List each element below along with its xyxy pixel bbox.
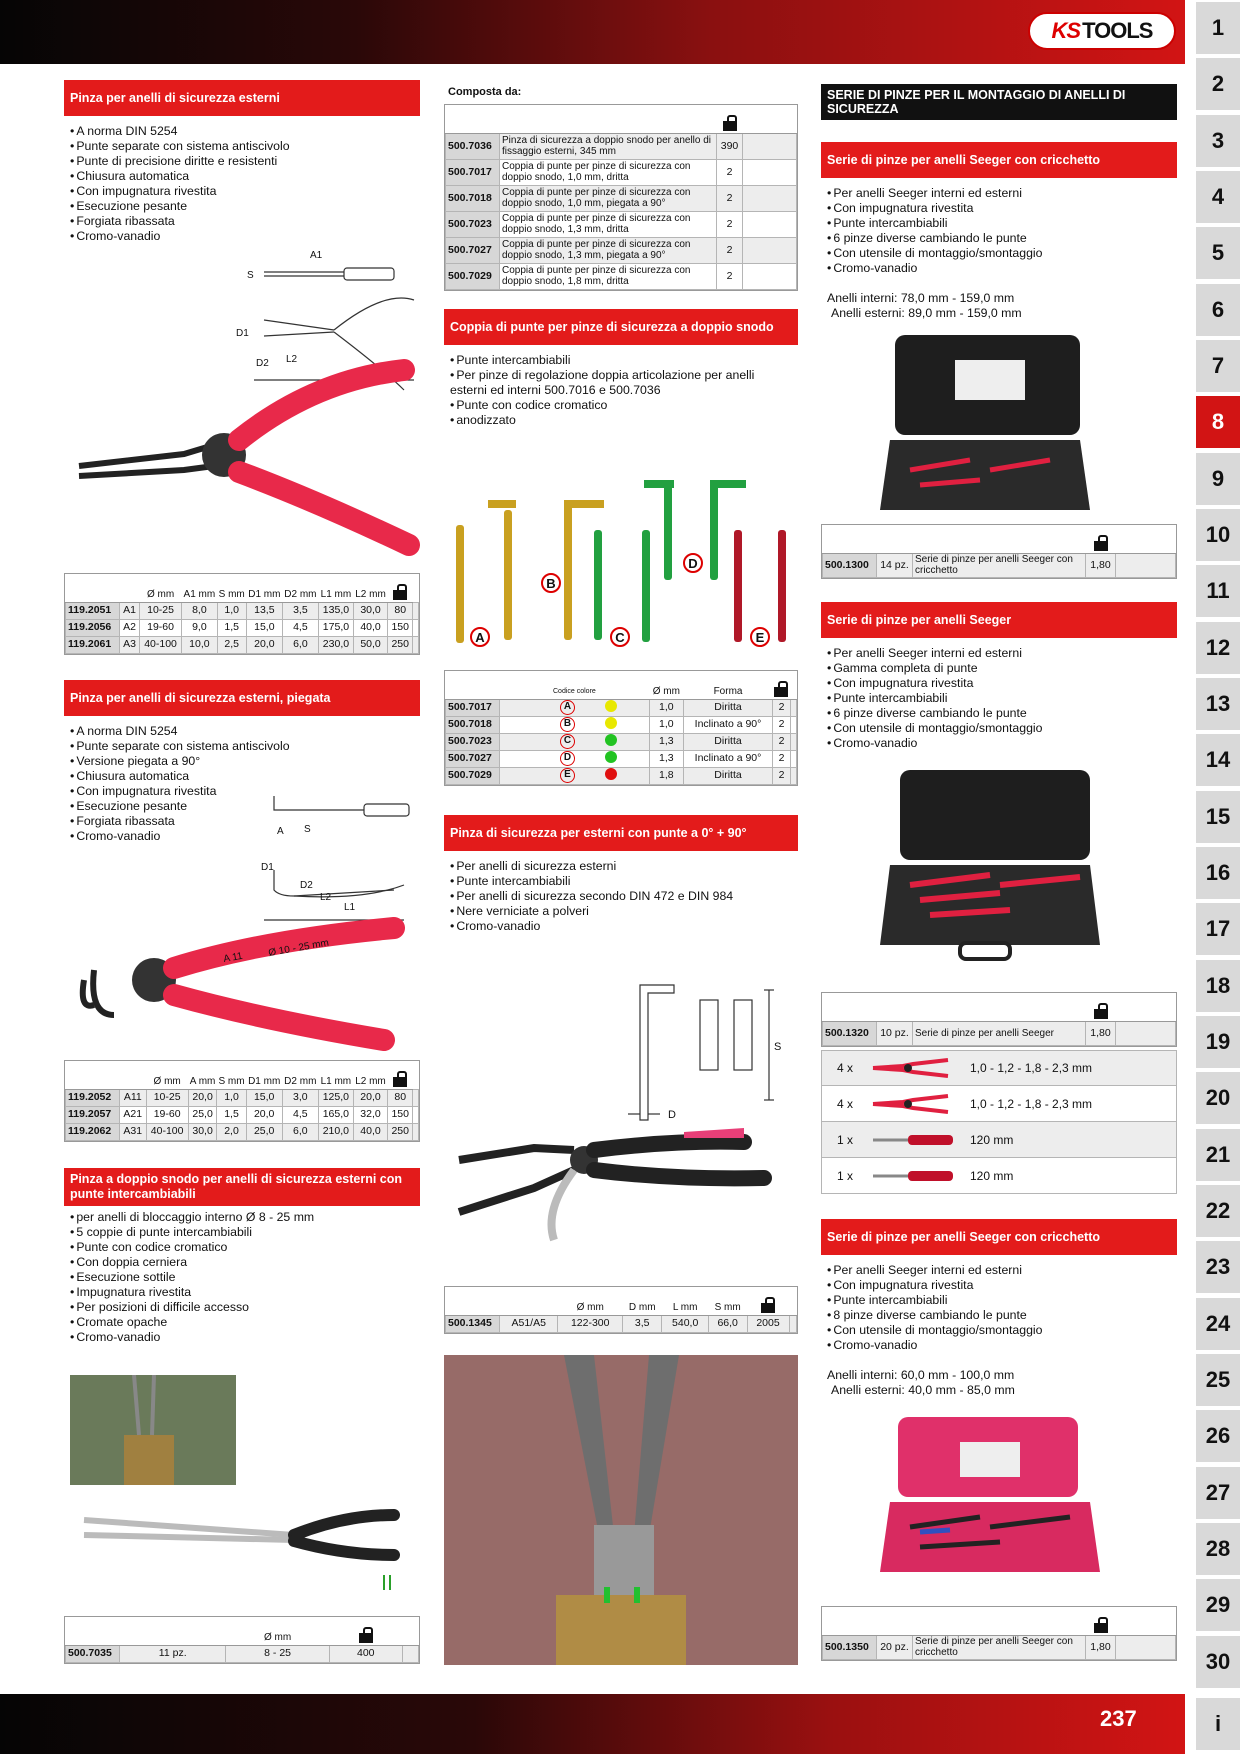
- feature-item: • Per anelli di sicurezza esterni: [450, 859, 792, 874]
- feature-item: • anodizzato: [450, 413, 792, 428]
- color-code-dot: [605, 700, 617, 712]
- chapter-tab-29[interactable]: 29: [1196, 1579, 1240, 1631]
- weight-icon: [723, 115, 737, 131]
- feature-item: • A norma DIN 5254: [70, 124, 414, 139]
- weight-icon: [393, 1071, 407, 1087]
- chapter-tab-1[interactable]: 1: [1196, 2, 1240, 54]
- feature-list: [64, 116, 420, 244]
- chapter-tab-20[interactable]: 20: [1196, 1072, 1240, 1124]
- screwdriver-icon: [868, 1164, 958, 1188]
- spec-table-119-2051: Ø mm A1 mm S mm D1 mm D2 mm L1 mm L2 mm 119.2051 A1 10-25 8,0 1,0 13,5 3,5 135,0 30,0 80 119.2056 A2 19-60 9,0 1,5 15,0 4,5 175,0 40,0 150 119.2061 A3 40-100 10,0 2,5 20,0 6,0 230,0 50,0 250: [64, 573, 420, 655]
- feature-item: • Cromo-vanadio: [70, 1330, 414, 1345]
- screwdriver-icon: [868, 1128, 958, 1152]
- chapter-tab-25[interactable]: 25: [1196, 1354, 1240, 1406]
- table-row: 500.7036 Pinza di sicurezza a doppio snodo per anello di fissaggio esterni, 345 mm 390: [446, 133, 797, 159]
- section-title: Pinza di sicurezza per esterni con punte a 0° + 90°: [444, 815, 798, 851]
- dim-d1: D1: [261, 862, 274, 873]
- contents-qty: 1 x: [836, 1168, 853, 1183]
- feature-item: • Cromo-vanadio: [827, 736, 1171, 751]
- chapter-tab-7[interactable]: 7: [1196, 340, 1240, 392]
- section-composition: [444, 84, 798, 291]
- section-title: Pinza per anelli di sicurezza esterni, piegata: [64, 680, 420, 716]
- section-title: Serie di pinze per anelli Seeger con cricchetto: [821, 142, 1177, 178]
- section-pliers-0-90: [444, 815, 798, 934]
- spec-table-500-1320: [821, 992, 1177, 1047]
- external-pliers-image: [64, 240, 420, 560]
- feature-item: • 6 pinze diverse cambiando le punte: [827, 706, 1171, 721]
- chapter-tab-16[interactable]: 16: [1196, 847, 1240, 899]
- feature-item: • Con utensile di montaggio/smontaggio: [827, 246, 1171, 261]
- color-code-dot: [605, 734, 617, 746]
- table-row: 119.2051 A1 10-25 8,0 1,0 13,5 3,5 135,0 30,0 80: [66, 602, 419, 619]
- chapter-tab-23[interactable]: 23: [1196, 1241, 1240, 1293]
- feature-item: • Forgiata ribassata: [70, 214, 414, 229]
- table-row: 500.7029 Coppia di punte per pinze di sicurezza con doppio snodo, 1,8 mm, dritta 2: [446, 263, 797, 289]
- dim-d: D: [668, 1109, 676, 1121]
- spec-table-500-1345: Ø mm D mm L mm S mm 500.1345 A51/A5 122-300 3,5 540,0 66,0 2005: [444, 1286, 798, 1334]
- feature-item: • Per anelli Seeger interni ed esterni: [827, 186, 1171, 201]
- section-title: Pinza per anelli di sicurezza esterni: [64, 80, 420, 116]
- table-row: 500.7017 Coppia di punte per pinze di sicurezza con doppio snodo, 1,0 mm, dritta 2: [446, 159, 797, 185]
- feature-item: • Per anelli Seeger interni ed esterni: [827, 1263, 1171, 1278]
- feature-item: • Con doppia cerniera: [70, 1255, 414, 1270]
- table-row: 119.2056 A2 19-60 9,0 1,5 15,0 4,5 175,0 40,0 150: [66, 619, 419, 636]
- dim-a: A: [277, 826, 284, 837]
- table-row: 119.2052 A11 10-25 20,0 1,0 15,0 3,0 125,0 20,0 80: [66, 1089, 419, 1106]
- dim-d2: D2: [256, 358, 269, 369]
- table-row: 500.1345 A51/A5 122-300 3,5 540,0 66,0 2005: [446, 1315, 797, 1332]
- pliers-in-use-photo: [444, 1355, 798, 1665]
- outer-range: Anelli esterni: 89,0 mm - 159,0 mm: [831, 306, 1022, 320]
- dim-l2: L2: [286, 354, 298, 365]
- table-row: 119.2062 A31 40-100 30,0 2,0 25,0 6,0 210,0 40,0 250: [66, 1123, 419, 1140]
- table-row: 500.1350 20 pz. Serie di pinze per anelli Seeger con cricchetto 1,80: [823, 1635, 1176, 1659]
- table-row: 500.7027 D 1,3 Inclinato a 90° 2: [446, 750, 797, 767]
- feature-item: • A norma DIN 5254: [70, 724, 414, 739]
- chapter-tab-2[interactable]: 2: [1196, 58, 1240, 110]
- feature-item: • Per anelli Seeger interni ed esterni: [827, 646, 1171, 661]
- feature-list: [64, 1206, 420, 1345]
- chapter-tab-27[interactable]: 27: [1196, 1467, 1240, 1519]
- feature-item: • Cromo-vanadio: [827, 1338, 1171, 1353]
- feature-item: • Per pinze di regolazione doppia articolazione per anelli esterni ed interni 500.7016 e 500.7036: [450, 368, 792, 398]
- tool-marking-range: Ø 10 - 25 mm: [267, 937, 330, 959]
- case-500-1300-image: [880, 330, 1100, 520]
- chapter-tab-11[interactable]: 11: [1196, 565, 1240, 617]
- table-row: 500.7017 A 1,0 Diritta 2: [446, 699, 797, 716]
- table-row: 500.7018 B 1,0 Inclinato a 90° 2: [446, 716, 797, 733]
- feature-item: • Chiusura automatica: [70, 169, 414, 184]
- dim-l1: L1: [344, 902, 356, 913]
- chapter-tab-3[interactable]: 3: [1196, 115, 1240, 167]
- feature-item: • Punte intercambiabili: [827, 1293, 1171, 1308]
- feature-item: • Chiusura automatica: [70, 769, 414, 784]
- dim-d1: D1: [236, 328, 249, 339]
- section-seeger-ratchet-14: [821, 142, 1177, 321]
- series-title: SERIE DI PINZE PER IL MONTAGGIO DI ANELLI DI SICUREZZA: [821, 84, 1177, 120]
- feature-item: • 8 pinze diverse cambiando le punte: [827, 1308, 1171, 1323]
- tip-letter: A: [560, 700, 575, 715]
- weight-icon: [359, 1627, 373, 1643]
- feature-list: [444, 851, 798, 934]
- table-row: 500.7023 C 1,3 Diritta 2: [446, 733, 797, 750]
- feature-item: • Punte intercambiabili: [827, 691, 1171, 706]
- feature-item: • Con impugnatura rivestita: [827, 1278, 1171, 1293]
- weight-icon: [1094, 1617, 1108, 1633]
- color-code-dot: [605, 717, 617, 729]
- feature-item: • 6 pinze diverse cambiando le punte: [827, 231, 1171, 246]
- table-row: 500.1320 10 pz. Serie di pinze per anelli Seeger 1,80: [823, 1021, 1176, 1045]
- color-code-dot: [605, 768, 617, 780]
- feature-item: • Per posizioni di difficile accesso: [70, 1300, 414, 1315]
- tip-letter: D: [560, 751, 575, 766]
- chapter-tab-30[interactable]: 30: [1196, 1636, 1240, 1688]
- feature-item: • Con impugnatura rivestita: [70, 184, 414, 199]
- feature-item: • Con impugnatura rivestita: [70, 784, 414, 799]
- feature-item: • Esecuzione sottile: [70, 1270, 414, 1285]
- chapter-tab-14[interactable]: 14: [1196, 734, 1240, 786]
- weight-icon: [774, 681, 788, 697]
- section-double-joint-pliers: [64, 1168, 420, 1345]
- chapter-tab-22[interactable]: 22: [1196, 1185, 1240, 1237]
- pliers-icon: [868, 1092, 958, 1116]
- contents-qty: 4 x: [836, 1096, 853, 1111]
- section-series: [821, 84, 1177, 120]
- chapter-tab-15[interactable]: 15: [1196, 791, 1240, 843]
- tip-letter: E: [560, 768, 575, 783]
- section-title: Serie di pinze per anelli Seeger: [821, 602, 1177, 638]
- pliers-0-90-image: [444, 970, 798, 1260]
- dim-d2: D2: [300, 880, 313, 891]
- feature-item: • Esecuzione pesante: [70, 199, 414, 214]
- section-tip-pairs: [444, 309, 798, 428]
- contents-item: [821, 1050, 1177, 1086]
- contents-qty: 4 x: [836, 1061, 853, 1075]
- table-row: 500.7029 E 1,8 Diritta 2: [446, 767, 797, 784]
- contents-item: [821, 1158, 1177, 1194]
- top-banner: [0, 0, 1185, 64]
- dim-s: S: [304, 824, 311, 835]
- contents-desc: 1,0 - 1,2 - 1,8 - 2,3 mm: [970, 1061, 1093, 1075]
- dim-s: S: [774, 1041, 782, 1053]
- table-row: 119.2061 A3 40-100 10,0 2,5 20,0 6,0 230,0 50,0 250: [66, 636, 419, 653]
- spec-table-119-2052: Ø mm A mm S mm D1 mm D2 mm L1 mm L2 mm 119.2052 A11 10-25 20,0 1,0 15,0 3,0 125,0 20,0 80 119.2057 A21 19-60 25,0 1,5 20,0 4,5 165,0 32,0 150 119.2062 A31 40-100 30,0 2,0 25,0 6,0 210,0 40,0 250: [64, 1060, 420, 1142]
- contents-item: [821, 1086, 1177, 1122]
- section-seeger-10: [821, 602, 1177, 751]
- feature-item: • Cromo-vanadio: [450, 919, 792, 934]
- feature-item: • Per anelli di sicurezza secondo DIN 472 e DIN 984: [450, 889, 792, 904]
- spec-table-500-1350: [821, 1606, 1177, 1661]
- chapter-tab-19[interactable]: 19: [1196, 1016, 1240, 1068]
- composition-title: Composta da:: [448, 86, 522, 98]
- feature-item: • Cromo-vanadio: [827, 261, 1171, 276]
- feature-item: • Impugnatura rivestita: [70, 1285, 414, 1300]
- contents-item: [821, 1122, 1177, 1158]
- table-row: 500.7018 Coppia di punte per pinze di sicurezza con doppio snodo, 1,0 mm, piegata a 90° 2: [446, 185, 797, 211]
- feature-item: • Con utensile di montaggio/smontaggio: [827, 1323, 1171, 1338]
- weight-icon: [1094, 1003, 1108, 1019]
- case-500-1320-image: [880, 765, 1100, 965]
- outer-range: Anelli esterni: 40,0 mm - 85,0 mm: [831, 1383, 1015, 1397]
- dim-l2: L2: [320, 892, 332, 903]
- chapter-tab-24[interactable]: 24: [1196, 1298, 1240, 1350]
- chapter-tab-10[interactable]: 10: [1196, 509, 1240, 561]
- feature-item: • Nere verniciate a polveri: [450, 904, 792, 919]
- chapter-tab-21[interactable]: 21: [1196, 1129, 1240, 1181]
- tip-label-b: B: [541, 573, 561, 593]
- feature-item: • Versione piegata a 90°: [70, 754, 414, 769]
- contents-desc: 120 mm: [970, 1132, 1014, 1147]
- chapter-tab-18[interactable]: 18: [1196, 960, 1240, 1012]
- section-seeger-ratchet-20: [821, 1219, 1177, 1398]
- feature-item: • Forgiata ribassata: [70, 814, 414, 829]
- chapter-tab-4[interactable]: 4: [1196, 171, 1240, 223]
- feature-item: • Punte intercambiabili: [450, 353, 792, 368]
- feature-item: • Punte separate con sistema antiscivolo: [70, 739, 414, 754]
- feature-item: • 5 coppie di punte intercambiabili: [70, 1225, 414, 1240]
- contents-list: [821, 1050, 1177, 1194]
- contents-desc: 1,0 - 1,2 - 1,8 - 2,3 mm: [970, 1096, 1093, 1111]
- chapter-tab-9[interactable]: 9: [1196, 453, 1240, 505]
- table-row: 500.7027 Coppia di punte per pinze di sicurezza con doppio snodo, 1,3 mm, piegata a 90° 2: [446, 237, 797, 263]
- tip-label-e: E: [750, 627, 770, 647]
- feature-item: • per anelli di bloccaggio interno Ø 8 - 25 mm: [70, 1210, 414, 1225]
- table-row: 119.2057 A21 19-60 25,0 1,5 20,0 4,5 165,0 32,0 150: [66, 1106, 419, 1123]
- feature-list: [444, 345, 798, 428]
- tip-letter: B: [560, 717, 575, 732]
- chapter-tab-5[interactable]: 5: [1196, 227, 1240, 279]
- feature-item: • Con utensile di montaggio/smontaggio: [827, 721, 1171, 736]
- feature-item: • Con impugnatura rivestita: [827, 201, 1171, 216]
- tip-label-d: D: [683, 553, 703, 573]
- chapter-tab-12[interactable]: 12: [1196, 622, 1240, 674]
- pliers-icon: [868, 1056, 958, 1080]
- contents-desc: 120 mm: [970, 1168, 1014, 1183]
- table-row: 500.7023 Coppia di punte per pinze di sicurezza con doppio snodo, 1,3 mm, dritta 2: [446, 211, 797, 237]
- section-title: Serie di pinze per anelli Seeger con cricchetto: [821, 1219, 1177, 1255]
- section-external-pliers: [64, 80, 420, 244]
- tip-letter: C: [560, 734, 575, 749]
- double-joint-pliers-image: [64, 1375, 420, 1615]
- weight-icon: [761, 1297, 775, 1313]
- feature-item: • Punte intercambiabili: [450, 874, 792, 889]
- spec-table-500-7035: Ø mm 500.7035 11 pz. 8 - 25 400: [64, 1616, 420, 1664]
- chapter-tab-13[interactable]: 13: [1196, 678, 1240, 730]
- bent-pliers-image: [64, 790, 420, 1060]
- dim-l1: L1: [339, 378, 351, 389]
- feature-item: • Punte intercambiabili: [827, 216, 1171, 231]
- feature-item: • Esecuzione pesante: [70, 799, 414, 814]
- dim-a1: A1: [310, 250, 323, 261]
- case-500-1350-image: [880, 1412, 1100, 1577]
- spec-table-tips: Codice colore Ø mm Forma 500.7017 A 1,0 Diritta 2 500.7018 B 1,0 Inclinato a 90° 2 500.7023 C 1,3 Diritta 2 500.7027 D 1,3 Inclinato a 90° 2 500.7029 E 1,8 Diritta 2: [444, 670, 798, 786]
- feature-item: • Punte di precisione diritte e resistenti: [70, 154, 414, 169]
- chapter-tab-28[interactable]: 28: [1196, 1523, 1240, 1575]
- feature-item: • Con impugnatura rivestita: [827, 676, 1171, 691]
- chapter-tab-i[interactable]: i: [1196, 1698, 1240, 1750]
- feature-list: [821, 178, 1177, 276]
- weight-icon: [1094, 535, 1108, 551]
- tip-label-a: A: [470, 627, 490, 647]
- tool-marking-a11: A 11: [222, 950, 244, 965]
- chapter-tab-6[interactable]: 6: [1196, 284, 1240, 336]
- spec-table-500-1300: [821, 524, 1177, 579]
- section-title: Pinza a doppio snodo per anelli di sicurezza esterni con punte intercambiabili: [64, 1168, 420, 1206]
- feature-item: • Cromate opache: [70, 1315, 414, 1330]
- brand-logo: KS TOOLS: [1028, 12, 1176, 50]
- feature-item: • Punte separate con sistema antiscivolo: [70, 139, 414, 154]
- feature-item: • Punte con codice cromatico: [70, 1240, 414, 1255]
- feature-item: • Punte con codice cromatico: [450, 398, 792, 413]
- feature-item: • Cromo-vanadio: [70, 829, 414, 844]
- feature-list: [821, 1255, 1177, 1353]
- chapter-tab-26[interactable]: 26: [1196, 1410, 1240, 1462]
- contents-qty: 1 x: [836, 1132, 853, 1147]
- color-code-dot: [605, 751, 617, 763]
- page-number: 237: [1100, 1706, 1137, 1731]
- chapter-tab-8[interactable]: 8: [1196, 396, 1240, 448]
- section-title: Coppia di punte per pinze di sicurezza a doppio snodo: [444, 309, 798, 345]
- feature-item: • Gamma completa di punte: [827, 661, 1171, 676]
- table-row: 500.1300 14 pz. Serie di pinze per anelli Seeger con cricchetto 1,80: [823, 553, 1176, 577]
- dim-s: S: [247, 270, 254, 281]
- inner-range: Anelli interni: 78,0 mm - 159,0 mm: [827, 291, 1015, 305]
- feature-list: [821, 638, 1177, 751]
- inner-range: Anelli interni: 60,0 mm - 100,0 mm: [827, 1368, 1015, 1382]
- bottom-banner: [0, 1694, 1185, 1754]
- weight-icon: [393, 584, 407, 600]
- feature-item: • Cromo-vanadio: [70, 229, 414, 244]
- tip-label-c: C: [610, 627, 630, 647]
- chapter-tab-17[interactable]: 17: [1196, 903, 1240, 955]
